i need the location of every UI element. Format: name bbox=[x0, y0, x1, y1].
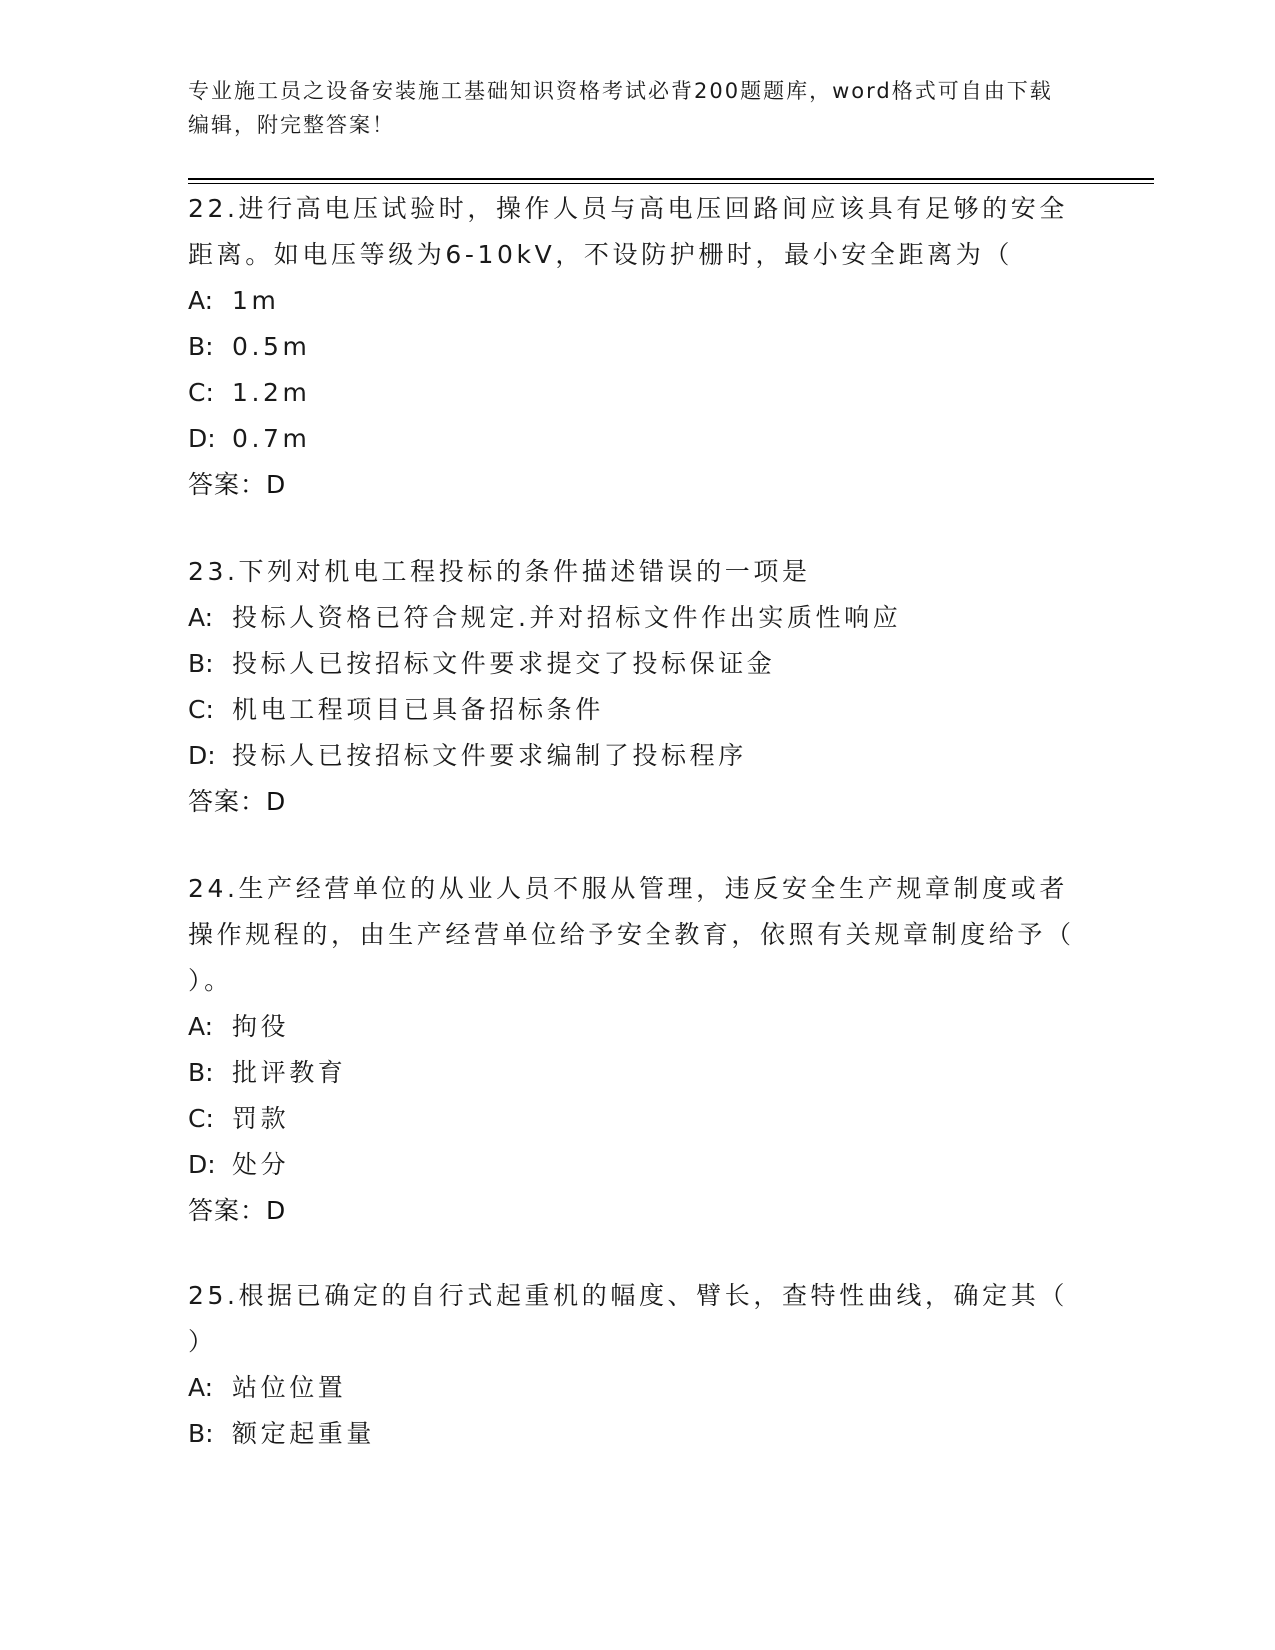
option-letter: C: bbox=[188, 695, 214, 724]
question-23 bbox=[188, 549, 1088, 825]
option-letter: C: bbox=[188, 1104, 214, 1133]
option-text: 1m bbox=[232, 286, 280, 315]
option-c bbox=[188, 370, 1088, 416]
option-b bbox=[188, 1050, 1088, 1096]
option-text: 拘役 bbox=[232, 1012, 290, 1041]
option-letter: B: bbox=[188, 649, 214, 678]
option-text: 投标人资格已符合规定.并对招标文件作出实质性响应 bbox=[232, 603, 902, 632]
option-letter: A: bbox=[188, 286, 214, 315]
option-text: 投标人已按招标文件要求编制了投标程序 bbox=[232, 741, 747, 770]
option-text: 投标人已按招标文件要求提交了投标保证金 bbox=[232, 649, 776, 678]
question-24 bbox=[188, 866, 1088, 1234]
option-text: 机电工程项目已具备招标条件 bbox=[232, 695, 604, 724]
question-stem: 22.进行高电压试验时，操作人员与高电压回路间应该具有足够的安全距离。如电压等级为6-10kV，不设防护栅时，最小安全距离为（ bbox=[188, 194, 1068, 269]
document-header: 专业施工员之设备安装施工基础知识资格考试必背200题题库，word格式可自由下载编辑，附完整答案！ bbox=[188, 79, 1053, 137]
option-text: 0.5m bbox=[232, 332, 311, 361]
option-letter: D: bbox=[188, 1150, 216, 1179]
option-text: 1.2m bbox=[232, 378, 311, 407]
option-letter: A: bbox=[188, 1012, 214, 1041]
option-text: 站位位置 bbox=[232, 1373, 347, 1402]
answer-line: 答案：D bbox=[188, 787, 287, 816]
question-stem: 23.下列对机电工程投标的条件描述错误的一项是 bbox=[188, 557, 811, 586]
question-25 bbox=[188, 1273, 1088, 1457]
option-letter: A: bbox=[188, 603, 214, 632]
option-b bbox=[188, 641, 1088, 687]
option-text: 罚款 bbox=[232, 1104, 290, 1133]
header-divider-thin bbox=[188, 183, 1154, 184]
option-c bbox=[188, 1096, 1088, 1142]
option-d bbox=[188, 1142, 1088, 1188]
option-a bbox=[188, 595, 1088, 641]
option-text: 0.7m bbox=[232, 424, 311, 453]
option-a bbox=[188, 1365, 1088, 1411]
option-c bbox=[188, 687, 1088, 733]
option-letter: B: bbox=[188, 332, 214, 361]
option-letter: C: bbox=[188, 378, 214, 407]
option-b bbox=[188, 324, 1088, 370]
option-text: 额定起重量 bbox=[232, 1419, 376, 1448]
option-a bbox=[188, 1004, 1088, 1050]
option-a bbox=[188, 278, 1088, 324]
question-22 bbox=[188, 186, 1088, 508]
option-letter: B: bbox=[188, 1419, 214, 1448]
option-b bbox=[188, 1411, 1088, 1457]
option-letter: B: bbox=[188, 1058, 214, 1087]
question-stem: 24.生产经营单位的从业人员不服从管理，违反安全生产规章制度或者操作规程的，由生产经营单位给予安全教育，依照有关规章制度给予（ ）。 bbox=[188, 874, 1075, 995]
question-stem: 25.根据已确定的自行式起重机的幅度、臂长，查特性曲线，确定其（ ） bbox=[188, 1281, 1068, 1356]
header-divider-thick bbox=[188, 178, 1154, 180]
option-text: 处分 bbox=[232, 1150, 290, 1179]
option-text: 批评教育 bbox=[232, 1058, 347, 1087]
option-letter: A: bbox=[188, 1373, 214, 1402]
option-letter: D: bbox=[188, 741, 216, 770]
option-d bbox=[188, 416, 1088, 462]
option-d bbox=[188, 733, 1088, 779]
answer-line: 答案：D bbox=[188, 1196, 287, 1225]
option-letter: D: bbox=[188, 424, 216, 453]
answer-line: 答案：D bbox=[188, 470, 287, 499]
